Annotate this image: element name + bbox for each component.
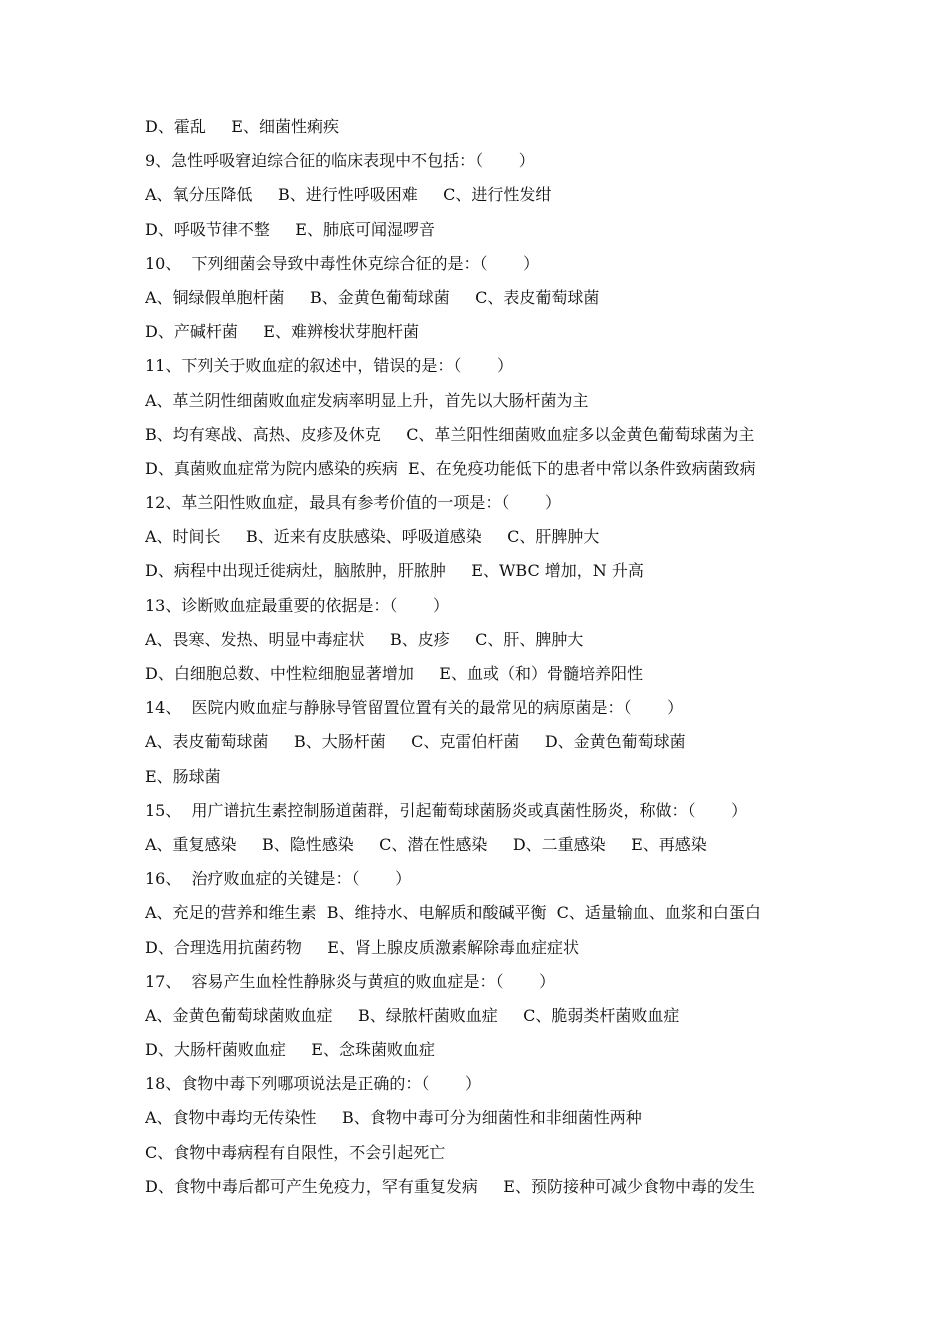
option-line: A、畏寒、发热、明显中毒症状 B、皮疹 C、肝、脾肿大 [145, 629, 584, 649]
option-line: A、铜绿假单胞杆菌 B、金黄色葡萄球菌 C、表皮葡萄球菌 [145, 287, 600, 307]
option-line: A、氧分压降低 B、进行性呼吸困难 C、进行性发绀 [145, 185, 552, 205]
option-line: A、金黄色葡萄球菌败血症 B、绿脓杆菌败血症 C、脆弱类杆菌败血症 [145, 1005, 680, 1025]
option-line: D、大肠杆菌败血症 E、念珠菌败血症 [145, 1040, 435, 1060]
question-line: 10、 下列细菌会导致中毒性休克综合征的是：（ ） [145, 253, 540, 273]
option-line: D、霍乱 E、细菌性痢疾 [145, 117, 339, 136]
question-list [145, 113, 845, 1207]
question-line: 12、革兰阳性败血症，最具有参考价值的一项是：（ ） [145, 493, 561, 513]
question-line: 18、食物中毒下列哪项说法是正确的：（ ） [145, 1074, 481, 1094]
option-line: A、时间长 B、近来有皮肤感染、呼吸道感染 C、肝脾肿大 [145, 527, 600, 547]
option-line: A、食物中毒均无传染性 B、食物中毒可分为细菌性和非细菌性两种 [145, 1108, 642, 1128]
option-line: D、白细胞总数、中性粒细胞显著增加 E、血或（和）骨髓培养阳性 [145, 664, 643, 683]
question-line: 15、 用广谱抗生素控制肠道菌群，引起葡萄球菌肠炎或真菌性肠炎，称做：（ ） [145, 800, 748, 820]
question-line: 14、 医院内败血症与静脉导管留置位置有关的最常见的病原菌是：（ ） [145, 698, 684, 718]
option-line: D、食物中毒后都可产生免疫力，罕有重复发病 E、预防接种可减少食物中毒的发生 [145, 1176, 755, 1196]
option-line: E、肠球菌 [145, 766, 221, 786]
option-line: D、产碱杆菌 E、难辨梭状芽胞杆菌 [145, 322, 419, 342]
option-line: A、革兰阴性细菌败血症发病率明显上升，首先以大肠杆菌为主 [145, 390, 589, 410]
question-line: 16、 治疗败血症的关键是：（ ） [145, 869, 412, 889]
option-line: A、重复感染 B、隐性感染 C、潜在性感染 D、二重感染 E、再感染 [145, 834, 707, 854]
question-line: 11、下列关于败血症的叙述中，错误的是：（ ） [145, 356, 513, 376]
option-line: D、合理选用抗菌药物 E、肾上腺皮质激素解除毒血症症状 [145, 937, 579, 957]
option-line: C、食物中毒病程有自限性，不会引起死亡 [145, 1142, 446, 1162]
option-line: D、病程中出现迁徙病灶，脑脓肿，肝脓肿 E、WBC 增加，N 升高 [145, 561, 644, 581]
option-line: D、真菌败血症常为院内感染的疾病 E、在免疫功能低下的患者中常以条件致病菌致病 [145, 458, 756, 478]
question-line: 17、 容易产生血栓性静脉炎与黄疸的败血症是：（ ） [145, 971, 556, 991]
question-line: 9、急性呼吸窘迫综合征的临床表现中不包括：（ ） [145, 151, 535, 171]
question-line: 13、诊断败血症最重要的依据是：（ ） [145, 595, 449, 615]
option-line: A、表皮葡萄球菌 B、大肠杆菌 C、克雷伯杆菌 D、金黄色葡萄球菌 [145, 732, 686, 752]
option-line: D、呼吸节律不整 E、肺底可闻湿啰音 [145, 219, 435, 239]
option-line: A、充足的营养和维生素 B、维持水、电解质和酸碱平衡 C、适量输血、血浆和白蛋白 [145, 903, 761, 923]
option-line: B、均有寒战、高热、皮疹及休克 C、革兰阳性细菌败血症多以金黄色葡萄球菌为主 [145, 424, 755, 444]
